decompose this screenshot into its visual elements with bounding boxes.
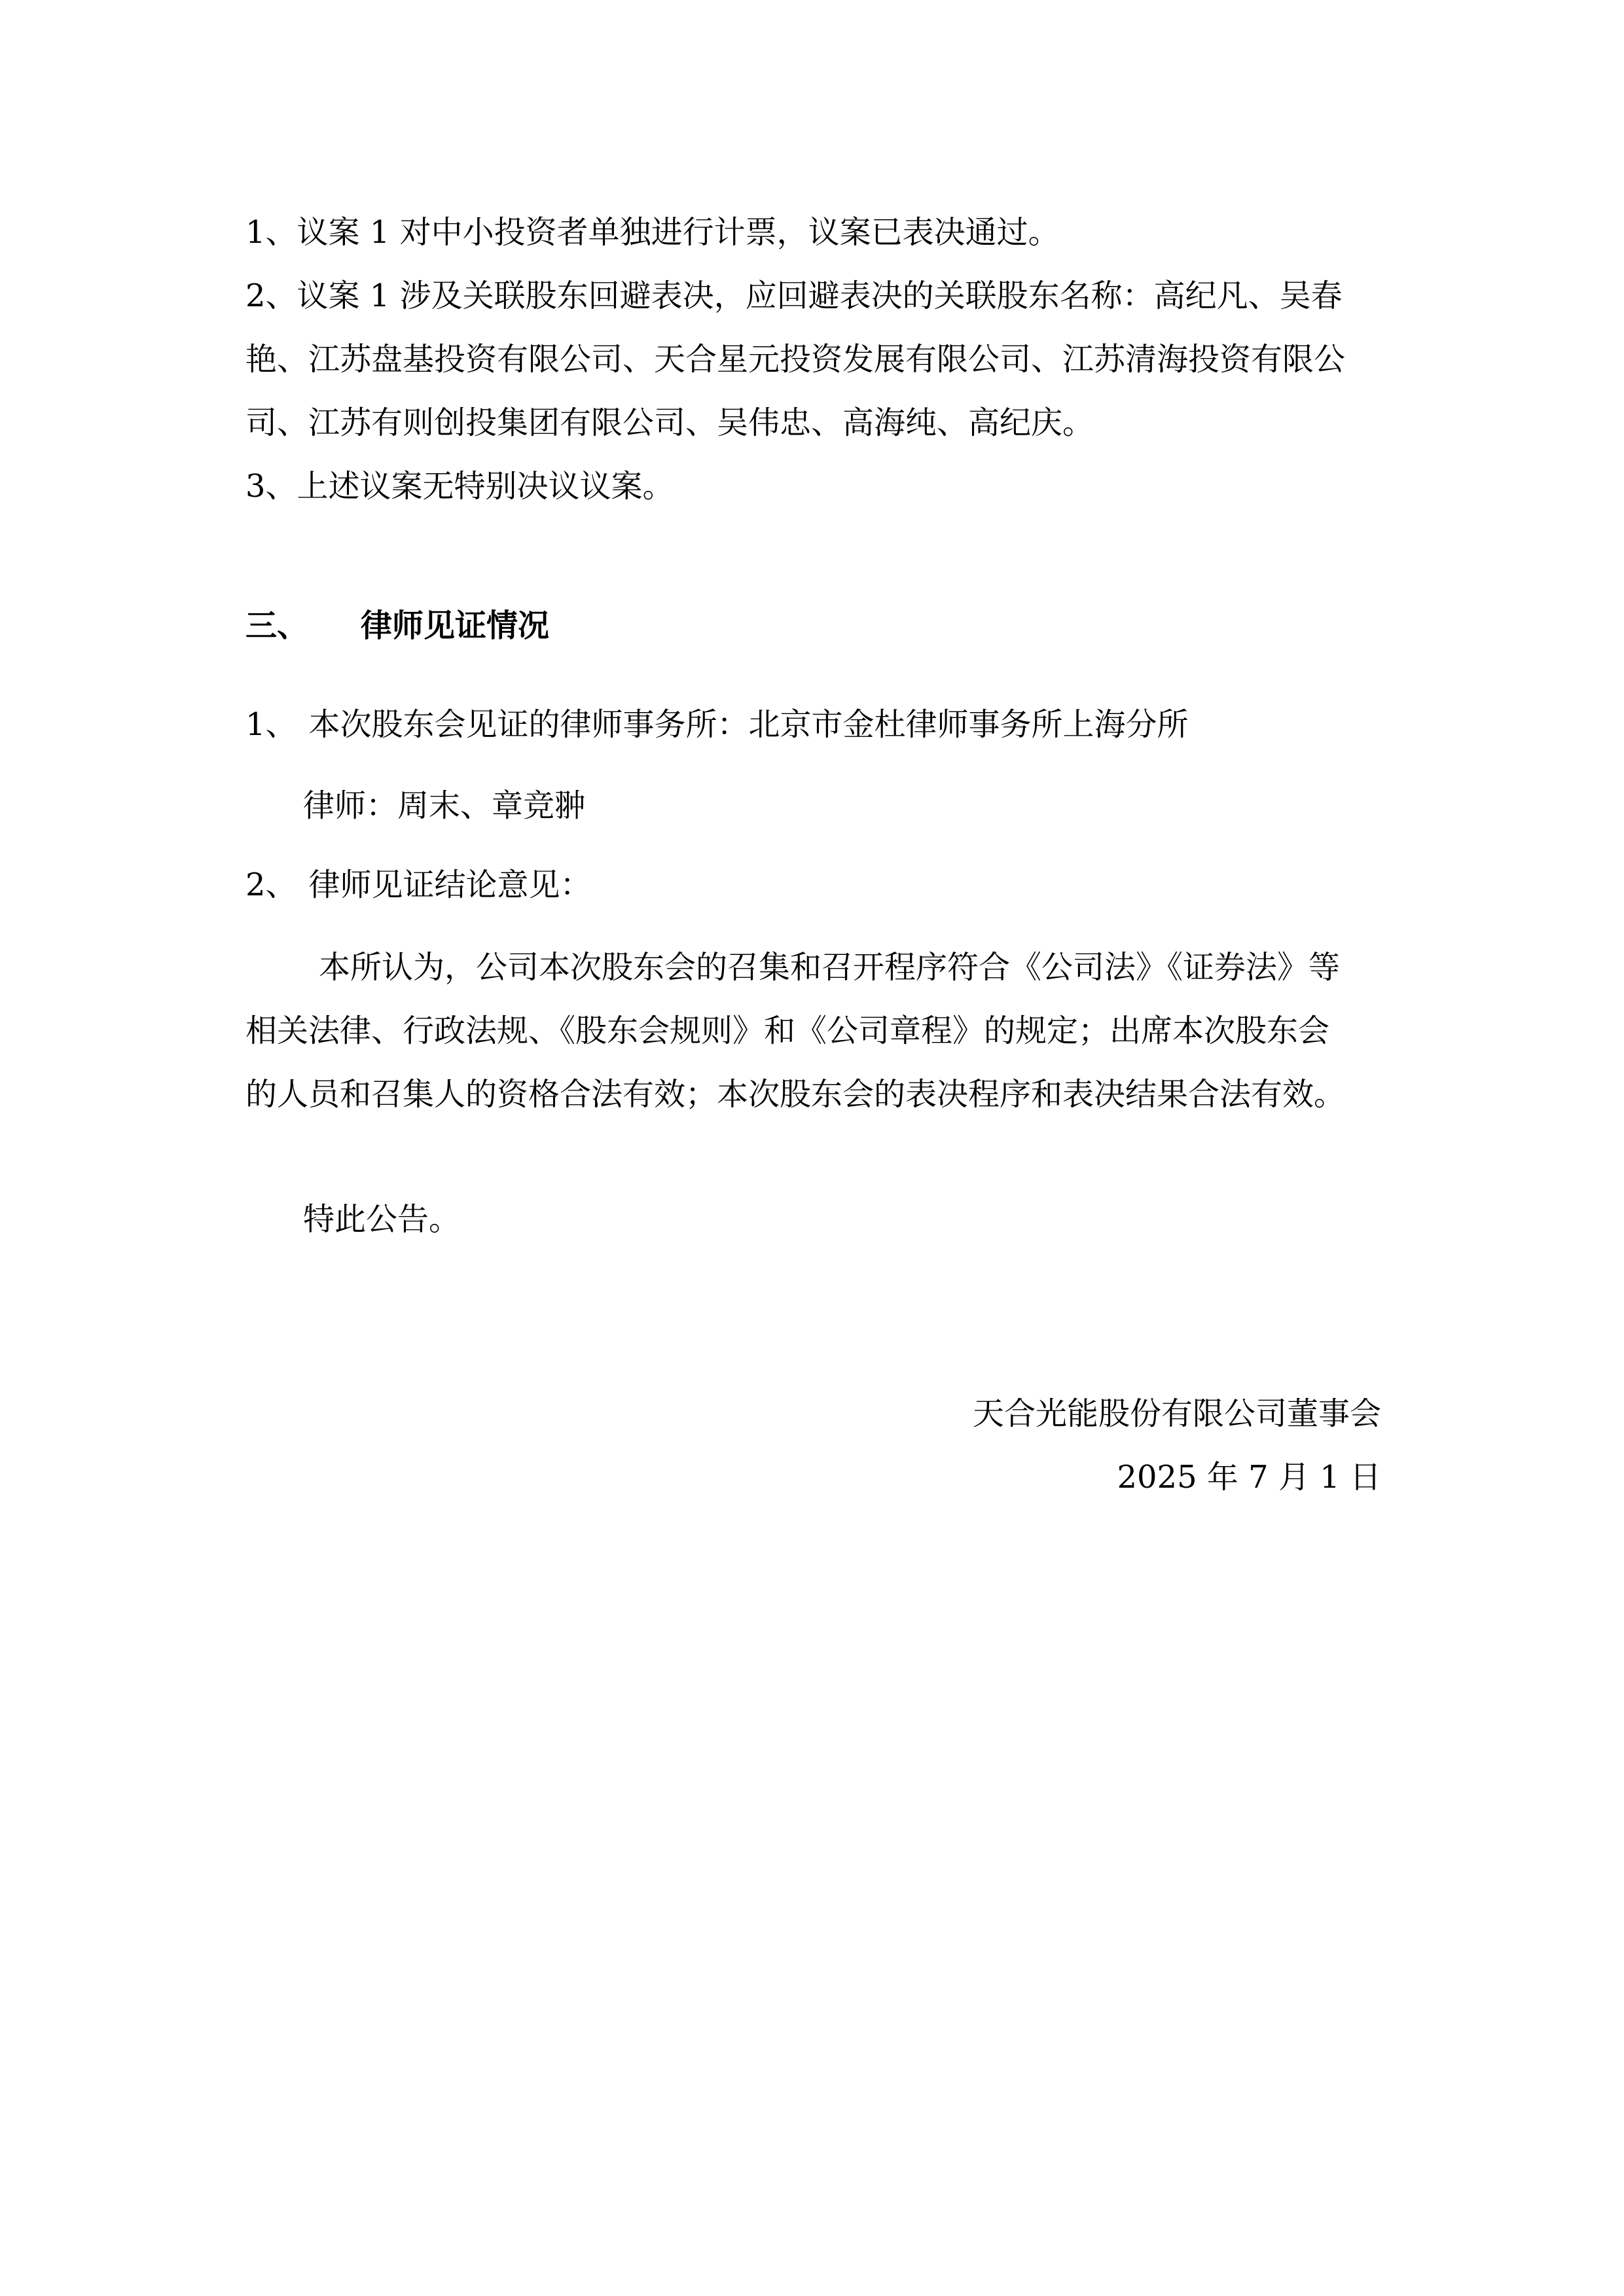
opinion-line-3: 的人员和召集人的资格合法有效；本次股东会的表决程序和表决结果合法有效。 [245,1076,1346,1113]
section-number: 三、 [245,607,309,644]
item-2-label: 2、 [245,867,297,903]
signature-date: 2025 年 7 月 1 日 [1117,1459,1381,1496]
closing-statement: 特此公告。 [303,1201,461,1238]
note-line-3: 艳、江苏盘基投资有限公司、天合星元投资发展有限公司、江苏清海投资有限公 [245,341,1346,378]
item-1-label: 1、 [245,706,297,743]
signature-company: 天合光能股份有限公司董事会 [972,1395,1381,1432]
note-line-1: 1、议案 1 对中小投资者单独进行计票，议案已表决通过。 [245,214,1060,251]
opinion-heading: 律师见证结论意见： [308,867,592,903]
item-1 [245,705,1189,744]
opinion-line-1: 本所认为，公司本次股东会的召集和召开程序符合《公司法》《证券法》等 [319,949,1341,986]
law-firm-text: 本次股东会见证的律师事务所：北京市金杜律师事务所上海分所 [308,706,1189,743]
section-title: 律师见证情况 [361,607,550,644]
note-line-5: 3、上述议案无特别决议议案。 [245,468,674,505]
note-line-4: 司、江苏有则创投集团有限公司、吴伟忠、高海纯、高纪庆。 [245,404,1094,441]
section-heading [245,606,549,645]
item-2 [245,865,592,905]
opinion-line-2: 相关法律、行政法规、《股东会规则》和《公司章程》的规定；出席本次股东会 [245,1013,1330,1049]
lawyers-line: 律师：周末、章竞翀 [303,787,586,824]
note-line-2: 2、议案 1 涉及关联股东回避表决，应回避表决的关联股东名称：高纪凡、吴春 [245,278,1343,314]
